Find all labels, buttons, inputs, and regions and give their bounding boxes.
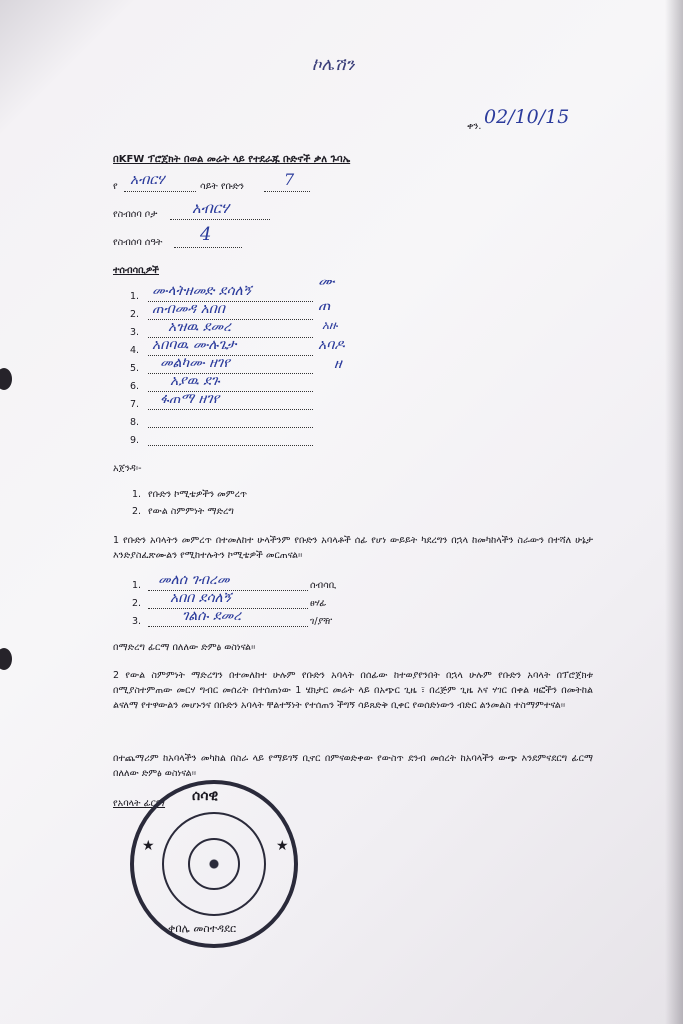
punch-hole	[0, 368, 12, 390]
stamp-bottom-text: ቀበሌ መስተዳደር	[168, 922, 237, 935]
attendee-line	[148, 445, 313, 446]
time-value: 4	[200, 224, 212, 245]
group-number-value: 7	[284, 170, 295, 189]
attendee-name: አያዉ ደጉ	[170, 373, 220, 389]
committee-role: ገ/ያዥ	[310, 616, 333, 627]
punch-hole	[0, 648, 12, 670]
attendee-name: ፋጠማ ዘገየ	[160, 391, 220, 407]
committee-number: 1.	[132, 580, 142, 591]
agenda-item-number: 1.	[132, 489, 142, 500]
attendee-number: 1.	[130, 291, 140, 302]
agenda-item-text: የቡድን ኮሚቴዎችን መምረጥ	[148, 489, 248, 500]
attendee-line	[148, 409, 313, 410]
agenda-item-number: 2.	[132, 506, 142, 517]
kebele-label-pre: የ	[113, 181, 118, 192]
attendee-name: ሙላትዘመድ ደሳለኝ	[152, 283, 252, 299]
attendee-number: 9.	[130, 435, 140, 446]
attendee-name: አበባዉ ሙሉጌታ	[152, 337, 237, 353]
attendee-number: 2.	[130, 309, 140, 320]
section1-closing: በማድረግ ፊርማ በለለው ድምፅ ወስነናል፡፡	[113, 642, 256, 653]
attendee-name: ጠብመዳ አበበ	[152, 301, 225, 317]
top-handwritten-note: ኮሌሽን	[312, 55, 355, 75]
committee-name: አበበ ደሳለኝ	[170, 590, 232, 606]
group-number-line	[264, 191, 310, 192]
page-edge-shadow	[665, 0, 683, 1024]
attendee-name: አዝዉ ደመረ	[168, 319, 231, 335]
section2-additional-paragraph: በተጨማሪም ከአባላችን መካከል በስራ ላይ የማይገኝ ቢኖር በምናወድቀው የውስጥ ደንብ መሰረት ከአባላችን ውጭ እንደምናደርግ ፊርማ በለለው ድምፅ ወስነናል፡፡	[113, 753, 593, 779]
section1-paragraph: 1 የቡድን አባላትን መምረጥ በተመለከተ ሁላችንም የቡድን አባላቶች ሰፊ የሆነ ውይይት ካደረግን በኋላ ከመካከላችን ስራውን በተሻለ ሁኔታ እንድያስፈጽሙልን የሚከተሉትን ኮሚቴዎች መርጠናል፡፡	[113, 535, 593, 561]
committee-name: ገልሱ ደመረ	[182, 608, 242, 624]
date-label: ቀን.	[467, 121, 482, 132]
attendee-number: 7.	[130, 399, 140, 410]
attendee-number: 5.	[130, 363, 140, 374]
venue-value: አብርሃ	[192, 199, 230, 217]
venue-label: የስብሰባ ቦታ	[113, 209, 158, 220]
kebele-label-post: ሳይት የቡድን	[200, 181, 244, 192]
attendee-number: 6.	[130, 381, 140, 392]
committee-number: 3.	[132, 616, 142, 627]
attendee-signature: አባዶ	[318, 337, 345, 353]
stamp-star-icon: ★	[276, 838, 289, 854]
attendees-heading: ተሰብሳቢዎች	[113, 265, 160, 276]
committee-line	[148, 626, 308, 627]
time-label: የስብሰባ ሰዓት	[113, 237, 163, 248]
committee-number: 2.	[132, 598, 142, 609]
date-value: 02/10/15	[484, 106, 570, 128]
attendee-signature: ዘ	[334, 356, 342, 372]
attendee-line	[148, 427, 313, 428]
members-signature-label: የአባላት ፊርማ	[113, 798, 166, 809]
time-line	[174, 247, 242, 248]
attendee-signature: ጠ	[318, 296, 331, 314]
kebele-field-line	[124, 191, 196, 192]
stamp-inner-ring	[162, 812, 266, 916]
stamp-star-icon: ★	[142, 838, 155, 854]
committee-name: መለሰ ገብረመ	[158, 572, 230, 588]
section2-paragraph: 2 የውል ስምምነት ማድረግን በተመለከተ ሁሉም የቡድን አባላት በሰፊው ከተወያየንበት በኋላ ሁሉም የቡድን አባላት በፕሮጀክቱ በሚያስተምጠው መርሃ ግብር መሰረት በተሰጠነው 1 ሄክታር መሬት ላይ በአጭር ጊዜ ፣ በረጅም ጊዜ እና ሃገር በቀል ዛፎችን በመትከል ልናለማ የተዋውልን መሆኑንና በቡድን አባላት ቸልተኝነት የተሰጠን ችግኝ ሳይጸድቅ ቢቀር የወሰድነውን ብድር ልንመልስ ተስማምተናል፡፡	[113, 670, 593, 711]
venue-line	[170, 219, 270, 220]
stamp-top-text: ሰሳዊ	[192, 788, 219, 804]
agenda-heading: አጀንዳ፡-	[113, 463, 142, 474]
committee-role: ፀሃፊ	[310, 598, 327, 609]
attendee-signature: ሙ	[318, 272, 335, 290]
agenda-item-text: የውል ስምምነት ማድረግ	[148, 506, 234, 517]
attendee-number: 3.	[130, 327, 140, 338]
committee-role: ሰብሳቢ	[310, 580, 337, 591]
attendee-name: መልካሙ ዘገየ	[160, 355, 230, 371]
official-stamp	[130, 780, 298, 948]
attendee-number: 8.	[130, 417, 140, 428]
attendee-number: 4.	[130, 345, 140, 356]
attendee-signature: አዙ	[322, 318, 338, 332]
document-title: በKFW ፕሮጀክት በወል መሬት ላይ የተደራጁ ቡድኖች ቃለ ጉባኤ	[113, 154, 351, 165]
kebele-value: አብርሃ	[130, 172, 165, 188]
stamp-emblem	[188, 838, 240, 890]
